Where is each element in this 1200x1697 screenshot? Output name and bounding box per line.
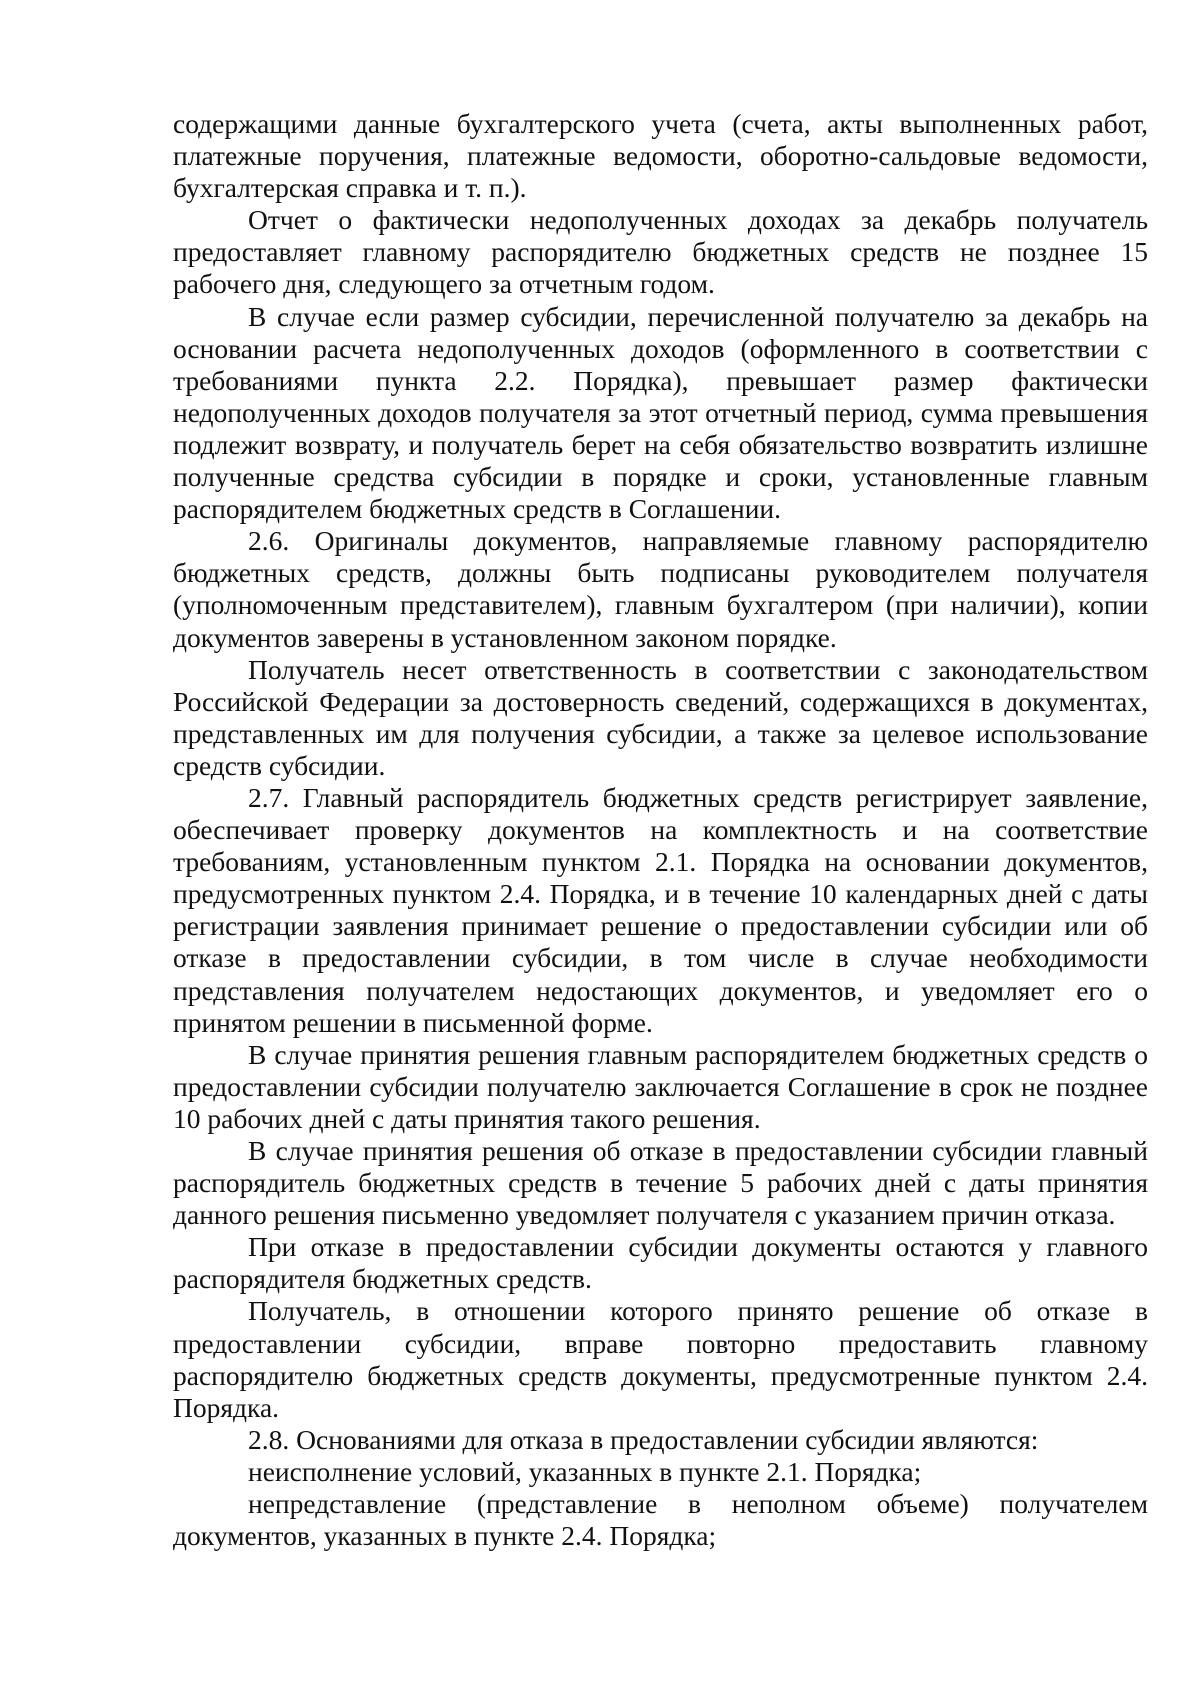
paragraph-6: 2.7. Главный распорядитель бюджетных средств регистрирует заявление, обеспечивает проверку документов на комплектность и на соответствие требованиям, установленным пунктом 2.1. Порядка на основании документов, предусмотренных пунктом 2.4. Порядка, и в течение 10 календарных дней с даты регистрации заявления принимает решение о предоставлении субсидии или об отказе в предоставлении субсидии, в том числе в случае необходимости представления получателем недостающих документов, и уведомляет его о принятом решении в письменной форме. bbox=[173, 781, 1148, 1038]
paragraph-12: неисполнение условий, указанных в пункте 2.1. Порядка; bbox=[248, 1455, 922, 1487]
paragraph-3: В случае если размер субсидии, перечисленной получателю за декабрь на основании расчета недополученных доходов (оформленного в соответствии с требованиями пункта 2.2. Порядка), превышает размер фактически недополученных доходов получателя за этот отчетный период, сумма превышения подлежит возврату, и получатель берет на себя обязательство возвратить излишне полученные средства субсидии в порядке и сроки, установленные главным распорядителем бюджетных средств в Соглашении. bbox=[173, 300, 1148, 525]
paragraph-11: 2.8. Основаниями для отказа в предоставлении субсидии являются: bbox=[248, 1423, 1039, 1455]
paragraph-4: 2.6. Оригиналы документов, направляемые главному распорядителю бюджетных средств, должны быть подписаны руководителем получателя (уполномоченным представителем), главным бухгалтером (при наличии), копии документов заверены в установленном законом порядке. bbox=[173, 525, 1148, 653]
paragraph-2: Отчет о фактически недополученных доходах за декабрь получатель предоставляет главному распорядителю бюджетных средств не позднее 15 рабочего дня, следующего за отчетным годом. bbox=[173, 204, 1148, 300]
paragraph-1: содержащими данные бухгалтерского учета (счета, акты выполненных работ, платежные поручения, платежные ведомости, оборотно-сальдовые ведомости, бухгалтерская справка и т. п.). bbox=[173, 108, 1148, 204]
paragraph-9: При отказе в предоставлении субсидии документы остаются у главного распорядителя бюджетных средств. bbox=[173, 1231, 1148, 1295]
paragraph-7: В случае принятия решения главным распорядителем бюджетных средств о предоставлении субсидии получателю заключается Соглашение в срок не позднее 10 рабочих дней с даты принятия такого решения. bbox=[173, 1038, 1148, 1134]
paragraph-10: Получатель, в отношении которого принято решение об отказе в предоставлении субсидии, вправе повторно предоставить главному распорядителю бюджетных средств документы, предусмотренные пунктом 2.4. Порядка. bbox=[173, 1295, 1148, 1423]
paragraph-13: непредставление (представление в неполном объеме) получателем документов, указанных в пункте 2.4. Порядка; bbox=[173, 1488, 1148, 1552]
paragraph-5: Получатель несет ответственность в соответствии с законодательством Российской Федерации за достоверность сведений, содержащихся в документах, представленных им для получения субсидии, а также за целевое использование средств субсидии. bbox=[173, 653, 1148, 781]
document-page bbox=[173, 108, 1148, 1552]
paragraph-8: В случае принятия решения об отказе в предоставлении субсидии главный распорядитель бюджетных средств в течение 5 рабочих дней с даты принятия данного решения письменно уведомляет получателя с указанием причин отказа. bbox=[173, 1135, 1148, 1231]
